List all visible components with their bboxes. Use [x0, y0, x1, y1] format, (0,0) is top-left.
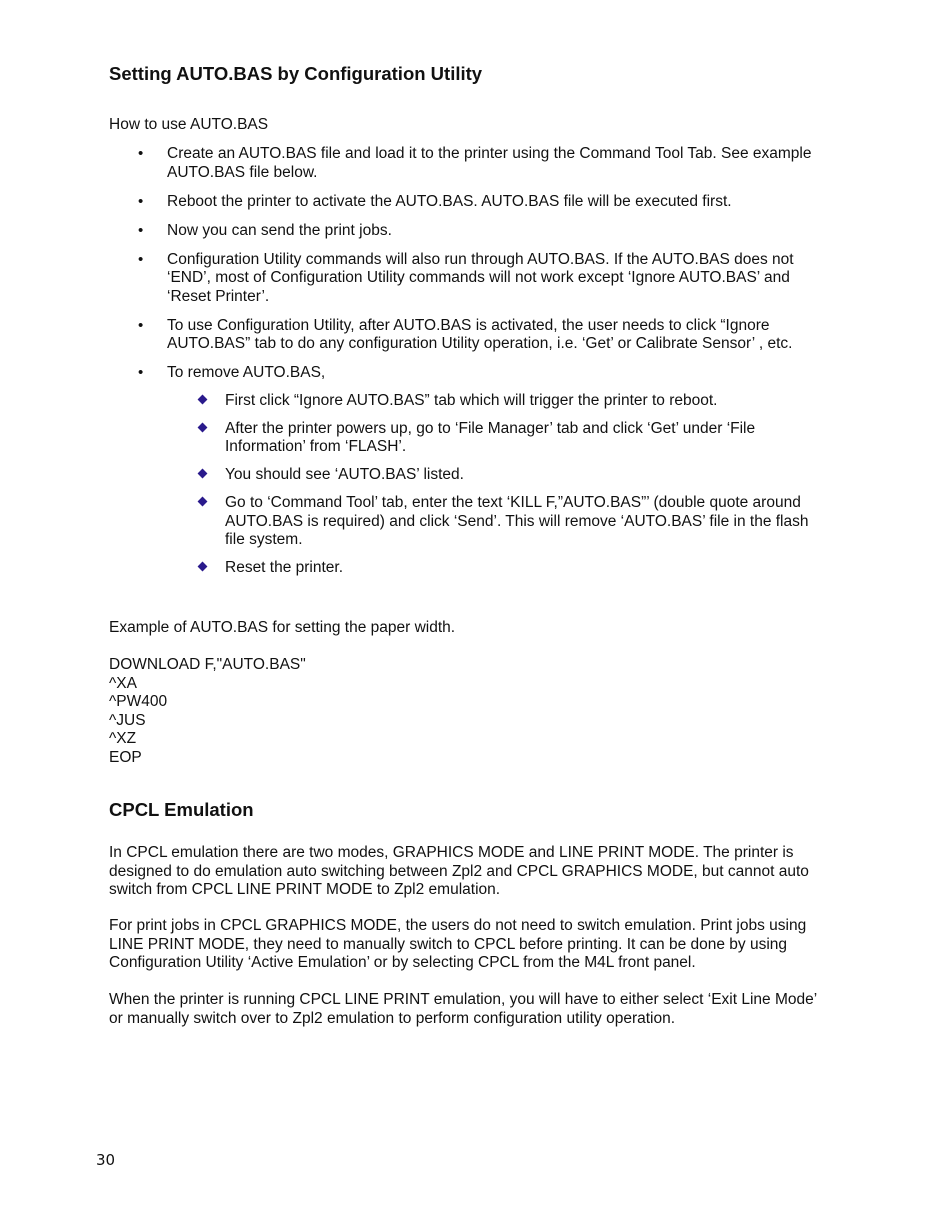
bullet-item [109, 193, 821, 212]
sub-bullet-text: You should see ‘AUTO.BAS’ listed. [225, 466, 464, 483]
bullet-item [109, 145, 821, 182]
cpcl-paragraph: When the printer is running CPCL LINE PRINT emulation, you will have to either select ‘Exit Line Mode’ or manually switch over to Zpl2 emulation to perform configuration utility operation. [109, 991, 817, 1027]
code-line: ^XA [109, 674, 137, 692]
cpcl-paragraph: For print jobs in CPCL GRAPHICS MODE, the users do not need to switch emulation. Print jobs using LINE PRINT MODE, they need to manually switch to CPCL before printing. It can be done by using Configuration Utility ‘Active Emulation’ or by selecting CPCL from the M4L front panel. [109, 917, 807, 971]
section-heading-auto-bas: Setting AUTO.BAS by Configuration Utility [109, 63, 483, 84]
code-line: EOP [109, 748, 142, 766]
bullet-text: Reboot the printer to activate the AUTO.BAS. AUTO.BAS file will be executed first. [167, 192, 732, 210]
section-heading-cpcl: CPCL Emulation [109, 799, 254, 820]
bullet-text: To use Configuration Utility, after AUTO.BAS is activated, the user needs to click “Ignore AUTO.BAS” tab to do any configuration Utility operation, i.e. ‘Get’ or Calibrate Sensor’ , etc. [167, 316, 793, 352]
sub-bullet-item [167, 420, 821, 457]
code-line: ^JUS [109, 711, 146, 729]
bullet-text: Now you can send the print jobs. [167, 221, 392, 239]
sub-bullet-item [167, 392, 821, 411]
bullet-item [109, 364, 821, 578]
bullet-item [109, 251, 821, 307]
sub-bullet-text: First click “Ignore AUTO.BAS” tab which will trigger the printer to reboot. [225, 391, 718, 409]
page-number: 30 [96, 1151, 116, 1169]
bullet-item [109, 222, 821, 241]
sub-bullet-item [167, 494, 821, 550]
sub-bullet-text: After the printer powers up, go to ‘File Manager’ tab and click ‘Get’ under ‘File Information’ from ‘FLASH’. [225, 419, 756, 455]
cpcl-paragraph: In CPCL emulation there are two modes, GRAPHICS MODE and LINE PRINT MODE. The printer is designed to do emulation auto switching between Zpl2 and CPCL GRAPHICS MODE, but cannot auto switch from CPCL LINE PRINT MODE to Zpl2 emulation. [109, 844, 809, 898]
bullet-text: Configuration Utility commands will also run through AUTO.BAS. If the AUTO.BAS does not ‘END’, most of Configuration Utility commands will not work except ‘Ignore AUTO.BAS’ and ‘Reset Printer’. [167, 250, 794, 305]
bullet-text: Create an AUTO.BAS file and load it to the printer using the Command Tool Tab. See example AUTO.BAS file below. [167, 145, 812, 181]
bullet-text: To remove AUTO.BAS, [167, 364, 326, 381]
sub-bullet-text: Reset the printer. [225, 559, 344, 576]
sub-bullet-text: Go to ‘Command Tool’ tab, enter the text ‘KILL F,”AUTO.BAS”’ (double quote around AUTO.BAS is required) and click ‘Send’. This will remove ‘AUTO.BAS’ file in the flash file system. [225, 494, 809, 548]
code-line: DOWNLOAD F,"AUTO.BAS" [109, 656, 306, 673]
code-line: ^XZ [109, 730, 137, 747]
how-to-bullet-list [109, 145, 821, 588]
how-to-intro: How to use AUTO.BAS [109, 116, 269, 133]
remove-steps-list [167, 392, 821, 578]
sub-bullet-item [167, 466, 821, 485]
bullet-item [109, 317, 821, 354]
code-line: ^PW400 [109, 693, 168, 710]
sub-bullet-item [167, 559, 821, 578]
auto-bas-code-block [109, 656, 306, 767]
example-intro: Example of AUTO.BAS for setting the paper width. [109, 619, 456, 636]
